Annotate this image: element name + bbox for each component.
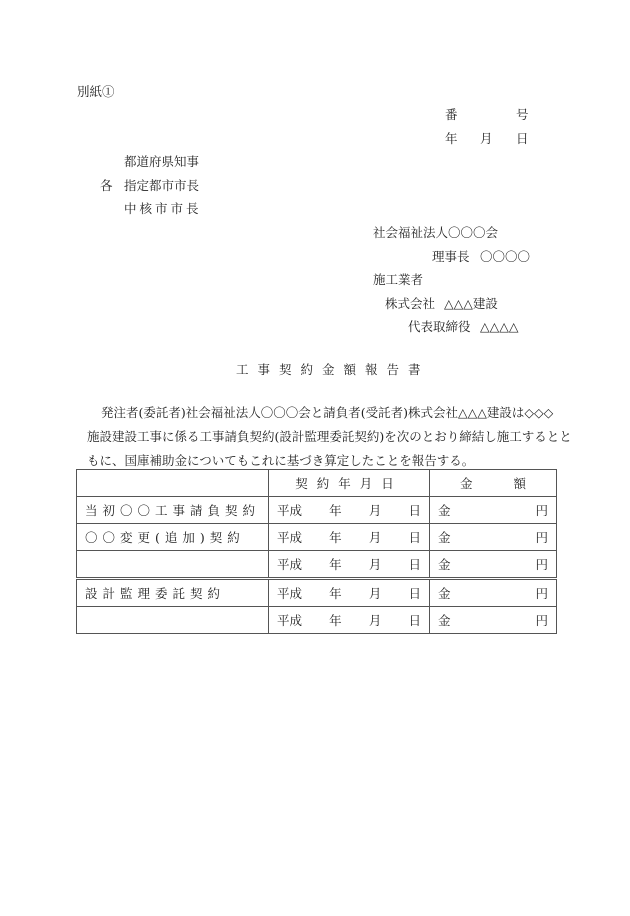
row-date [269,607,430,634]
document-title: 工事契約金額報告書 [236,362,430,377]
body-line-3: もに、国庫補助金についてもこれに基づき算定したことを報告する。 [87,453,475,468]
row-date [269,524,430,551]
table-row [77,579,557,607]
number-go: 号 [516,107,529,122]
table-row [77,497,557,524]
table-row [77,524,557,551]
day: 日 [408,530,421,545]
header-blank [77,470,269,497]
row-label: 〇〇変更(追加)契約 [77,524,269,551]
kin: 金 [438,613,451,628]
company-name: △△△建設 [444,296,498,311]
month: 月 [368,586,382,601]
month: 月 [368,503,382,518]
row-amount [430,551,557,579]
day: 日 [408,503,421,518]
addressee-prefix: 各 [100,178,113,193]
year: 年 [329,557,342,572]
kin: 金 [438,503,451,518]
attachment-label: 別紙① [77,84,115,99]
era: 平成 [277,503,303,518]
kin: 金 [438,586,451,601]
date-day: 日 [516,131,529,146]
row-label [77,551,269,579]
contractor-label: 施工業者 [373,272,424,287]
yen: 円 [535,613,548,628]
era: 平成 [277,557,303,572]
month: 月 [368,530,382,545]
row-label: 設計監理委託契約 [77,579,269,607]
header-amount [430,470,557,497]
body-line-2: 施設建設工事に係る工事請負契約(設計監理委託契約)を次のとおり締結し施工するとと [87,429,572,444]
addressee-designated-city: 指定都市市長 [124,178,200,193]
header-contract-date: 契約年月日 [269,470,430,497]
era: 平成 [277,530,303,545]
sender-chair-title: 理事長 [432,249,470,264]
day: 日 [408,613,421,628]
day: 日 [408,586,421,601]
yen: 円 [535,530,548,545]
era: 平成 [277,586,303,601]
table-row [77,607,557,634]
row-label: 当初〇〇工事請負契約 [77,497,269,524]
row-amount [430,524,557,551]
contract-table [76,469,557,634]
sender-org: 社会福祉法人〇〇〇会 [373,225,499,240]
number-ban: 番 [445,107,458,122]
row-date [269,551,430,579]
row-date [269,579,430,607]
row-label [77,607,269,634]
kin: 金 [438,557,451,572]
company-type: 株式会社 [385,296,436,311]
row-date [269,497,430,524]
year: 年 [329,530,342,545]
date-month: 月 [480,131,493,146]
yen: 円 [535,586,548,601]
kin: 金 [438,530,451,545]
row-amount [430,497,557,524]
month: 月 [368,613,382,628]
row-amount [430,607,557,634]
sender-chair-name: 〇〇〇〇 [480,249,531,264]
year: 年 [329,586,342,601]
rep-name: △△△△ [480,319,519,334]
rep-title: 代表取締役 [408,319,471,334]
era: 平成 [277,613,303,628]
yen: 円 [535,503,548,518]
day: 日 [408,557,421,572]
body-line-1: 発注者(委託者)社会福祉法人〇〇〇会と請負者(受託者)株式会社△△△建設は◇◇◇ [101,405,554,420]
yen: 円 [535,557,548,572]
addressee-core-city: 中核市市長 [124,201,202,216]
month: 月 [368,557,382,572]
date-year: 年 [445,131,458,146]
addressee-governor: 都道府県知事 [124,154,200,169]
year: 年 [329,613,342,628]
table-header [77,470,557,497]
year: 年 [329,503,342,518]
header-gaku: 額 [513,476,526,491]
header-kin: 金 [460,476,473,491]
row-amount [430,579,557,607]
table-row [77,551,557,579]
